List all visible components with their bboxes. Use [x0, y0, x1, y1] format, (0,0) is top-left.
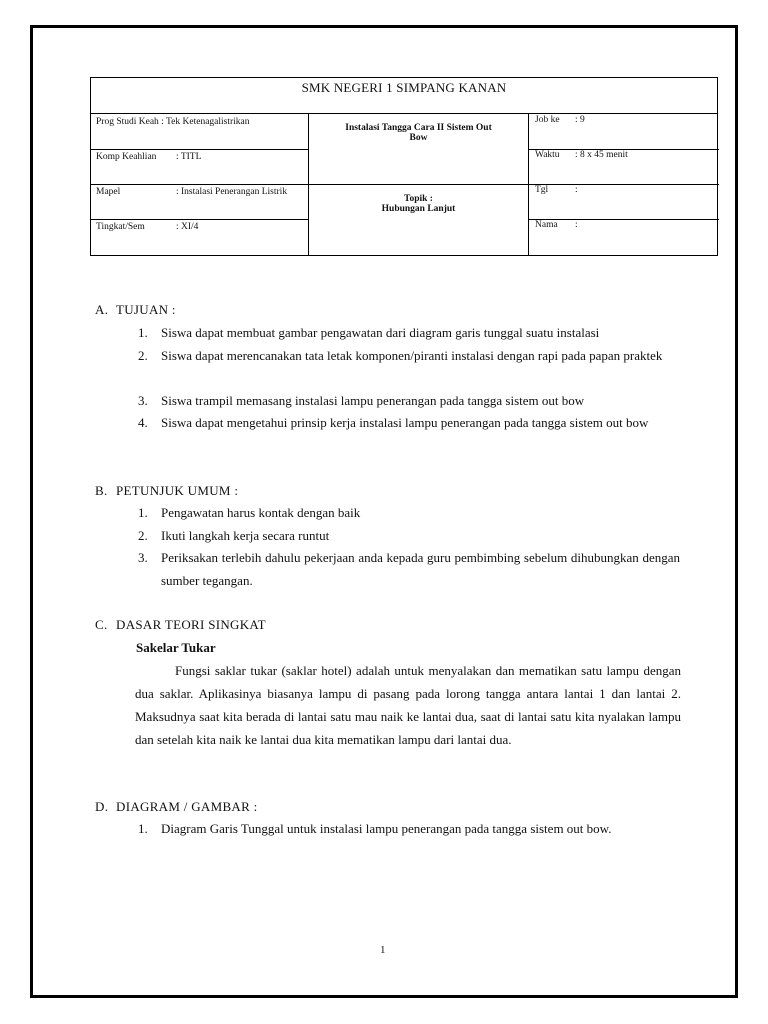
- job-label: Job ke: [535, 115, 560, 125]
- mapel-label: Mapel: [96, 187, 121, 197]
- table-divider: [91, 219, 308, 220]
- list-item: 1. Pengawatan harus kontak dengan baik: [138, 505, 361, 520]
- komp-value: : TITL: [176, 152, 202, 162]
- job-ke-field: [535, 115, 585, 125]
- school-title: SMK NEGERI 1 SIMPANG KANAN: [91, 78, 717, 114]
- prog-studi-value: : Tek Ketenagalistrikan: [161, 117, 250, 127]
- tgl-field: [535, 185, 578, 195]
- tingkat-value: : XI/4: [176, 222, 199, 232]
- komp-label: Komp Keahlian: [96, 152, 157, 162]
- list-item: 2. Ikuti langkah kerja secara runtut: [138, 528, 330, 543]
- section-heading-petunjuk-umum: B. PETUNJUK UMUM :: [95, 483, 239, 498]
- mapel-value: : Instalasi Penerangan Listrik: [176, 187, 288, 197]
- komp-keahlian-field: [96, 152, 201, 162]
- list-item: 3. Periksakan terlebih dahulu pekerjaan anda kepada guru pembimbing sebelum dihubungkan dengan sumber tegangan.: [138, 550, 680, 588]
- tgl-value: :: [575, 185, 578, 195]
- prog-studi-label: Prog Studi Keah: [96, 117, 159, 127]
- waktu-value: : 8 x 45 menit: [575, 150, 628, 160]
- list-item: 2. Siswa dapat merencanakan tata letak komponen/piranti instalasi dengan rapi pada papan praktek: [138, 348, 663, 363]
- tgl-label: Tgl: [535, 185, 549, 195]
- mapel-field: [96, 187, 287, 197]
- table-divider: [308, 184, 528, 185]
- job-title: Instalasi Tangga Cara II Sistem Out Bow: [345, 123, 492, 143]
- topik-value: Hubungan Lanjut: [381, 204, 456, 214]
- theory-paragraph: Fungsi saklar tukar (saklar hotel) adalah untuk menyalakan dan mematikan satu lampu dengan dua saklar. Aplikasinya biasanya lampu di pasang pada lorong tangga antara lantai 1 dan lantai 2. Maksudnya saat kita berada di lantai satu mau naik ke lantai dua, saat di lantai satu kita nyalakan lampu dan setelah kita naik ke lantai dua kita mematikan lampu dari lantai dua.: [135, 663, 681, 747]
- table-divider: [528, 114, 529, 256]
- prog-studi-field: [96, 117, 250, 127]
- topik: [309, 194, 528, 214]
- waktu-field: [535, 150, 628, 160]
- section-heading-diagram: D. DIAGRAM / GAMBAR :: [95, 799, 258, 814]
- list-item: 1. Diagram Garis Tunggal untuk instalasi lampu penerangan pada tangga sistem out bow.: [138, 821, 612, 836]
- section-heading-dasar-teori: C. DASAR TEORI SINGKAT: [95, 617, 266, 632]
- list-item: 4. Siswa dapat mengetahui prinsip kerja instalasi lampu penerangan pada tangga sistem out bow: [138, 415, 649, 430]
- waktu-label: Waktu: [535, 150, 560, 160]
- nama-field: [535, 220, 578, 230]
- job-value: : 9: [575, 115, 585, 125]
- nama-label: Nama: [535, 220, 558, 230]
- nama-value: :: [575, 220, 578, 230]
- page-number: 1: [380, 944, 386, 956]
- header-table: [90, 77, 718, 256]
- list-item: 1. Siswa dapat membuat gambar pengawatan dari diagram garis tunggal suatu instalasi: [138, 325, 600, 340]
- tingkat-field: [96, 222, 198, 232]
- topik-label: Topik :: [404, 194, 433, 204]
- tingkat-label: Tingkat/Sem: [96, 222, 145, 232]
- section-heading-tujuan: A. TUJUAN :: [95, 302, 176, 317]
- table-divider: [91, 149, 308, 150]
- subheading-sakelar-tukar: Sakelar Tukar: [136, 640, 216, 655]
- table-divider: [91, 184, 308, 185]
- list-item: 3. Siswa trampil memasang instalasi lampu penerangan pada tangga sistem out bow: [138, 393, 585, 408]
